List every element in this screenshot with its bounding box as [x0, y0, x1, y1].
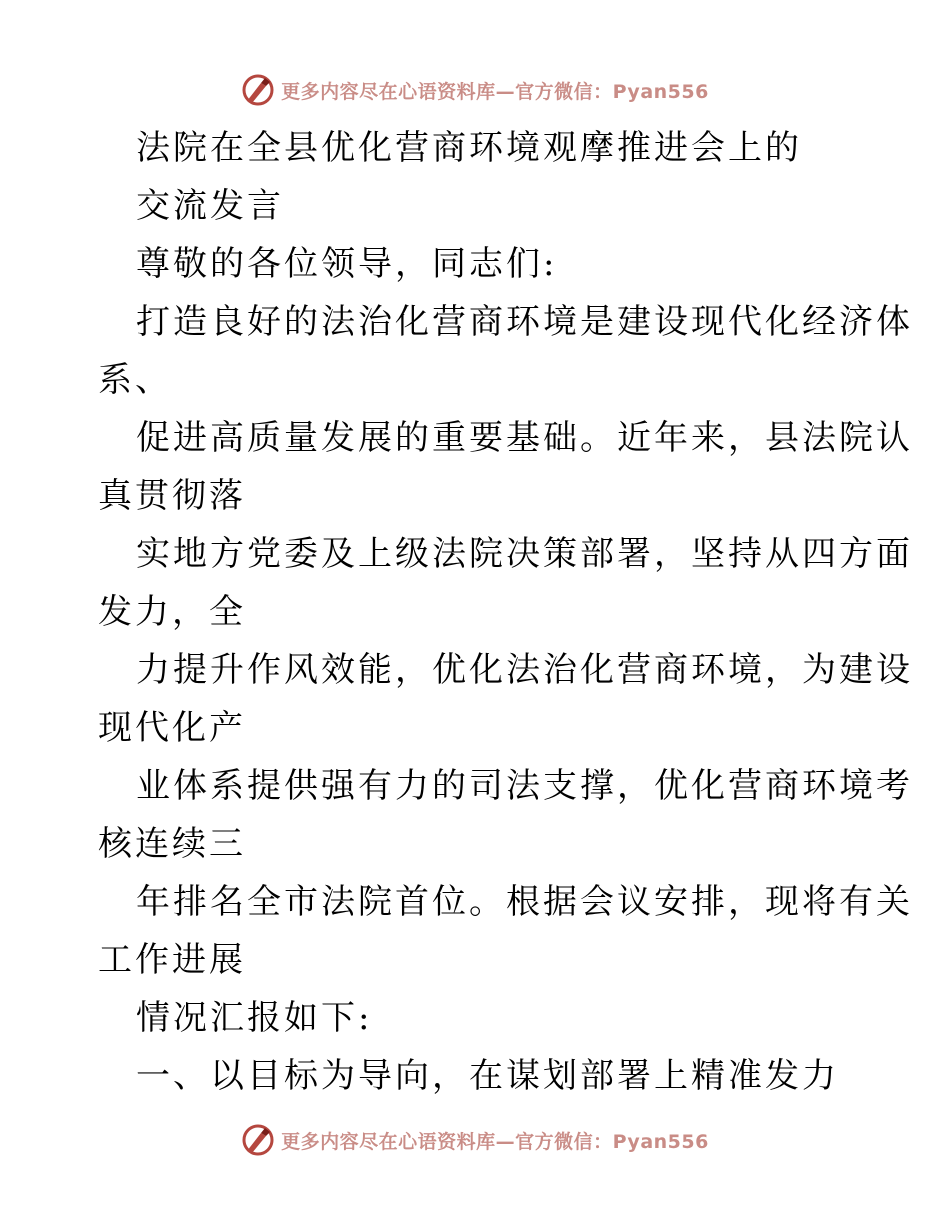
pen-logo-icon — [241, 1123, 275, 1157]
paragraph-line: 情况汇报如下: — [136, 998, 373, 1038]
paragraph-line: 系、 — [98, 360, 172, 400]
salutation: 尊敬的各位领导，同志们: — [136, 244, 558, 284]
paragraph-line: 现代化产 — [98, 708, 246, 748]
paragraph-line: 打造良好的法治化营商环境是建设现代化经济体 — [136, 302, 913, 342]
pen-logo-icon — [241, 73, 275, 107]
paragraph-line: 力提升作风效能，优化法治化营商环境，为建设 — [136, 650, 913, 690]
document-title-line-2: 交流发言 — [136, 186, 284, 226]
paragraph-line: 年排名全市法院首位。根据会议安排，现将有关 — [136, 882, 913, 922]
paragraph-line: 核连续三 — [98, 824, 246, 864]
watermark-footer — [0, 1120, 950, 1160]
watermark-header — [0, 70, 950, 110]
watermark-text: 更多内容尽在心语资料库—官方微信：Pyan556 — [281, 80, 709, 103]
paragraph-line: 真贯彻落 — [98, 476, 246, 516]
document-title-line-1: 法院在全县优化营商环境观摩推进会上的 — [136, 128, 802, 168]
section-heading: 一、以目标为导向，在谋划部署上精准发力 — [136, 1056, 839, 1096]
paragraph-line: 工作进展 — [98, 940, 246, 980]
watermark-text: 更多内容尽在心语资料库—官方微信：Pyan556 — [281, 1130, 709, 1153]
paragraph-line: 业体系提供强有力的司法支撑，优化营商环境考 — [136, 766, 913, 806]
paragraph-line: 实地方党委及上级法院决策部署，坚持从四方面 — [136, 534, 913, 574]
paragraph-line: 发力，全 — [98, 592, 246, 632]
paragraph-line: 促进高质量发展的重要基础。近年来，县法院认 — [136, 418, 913, 458]
